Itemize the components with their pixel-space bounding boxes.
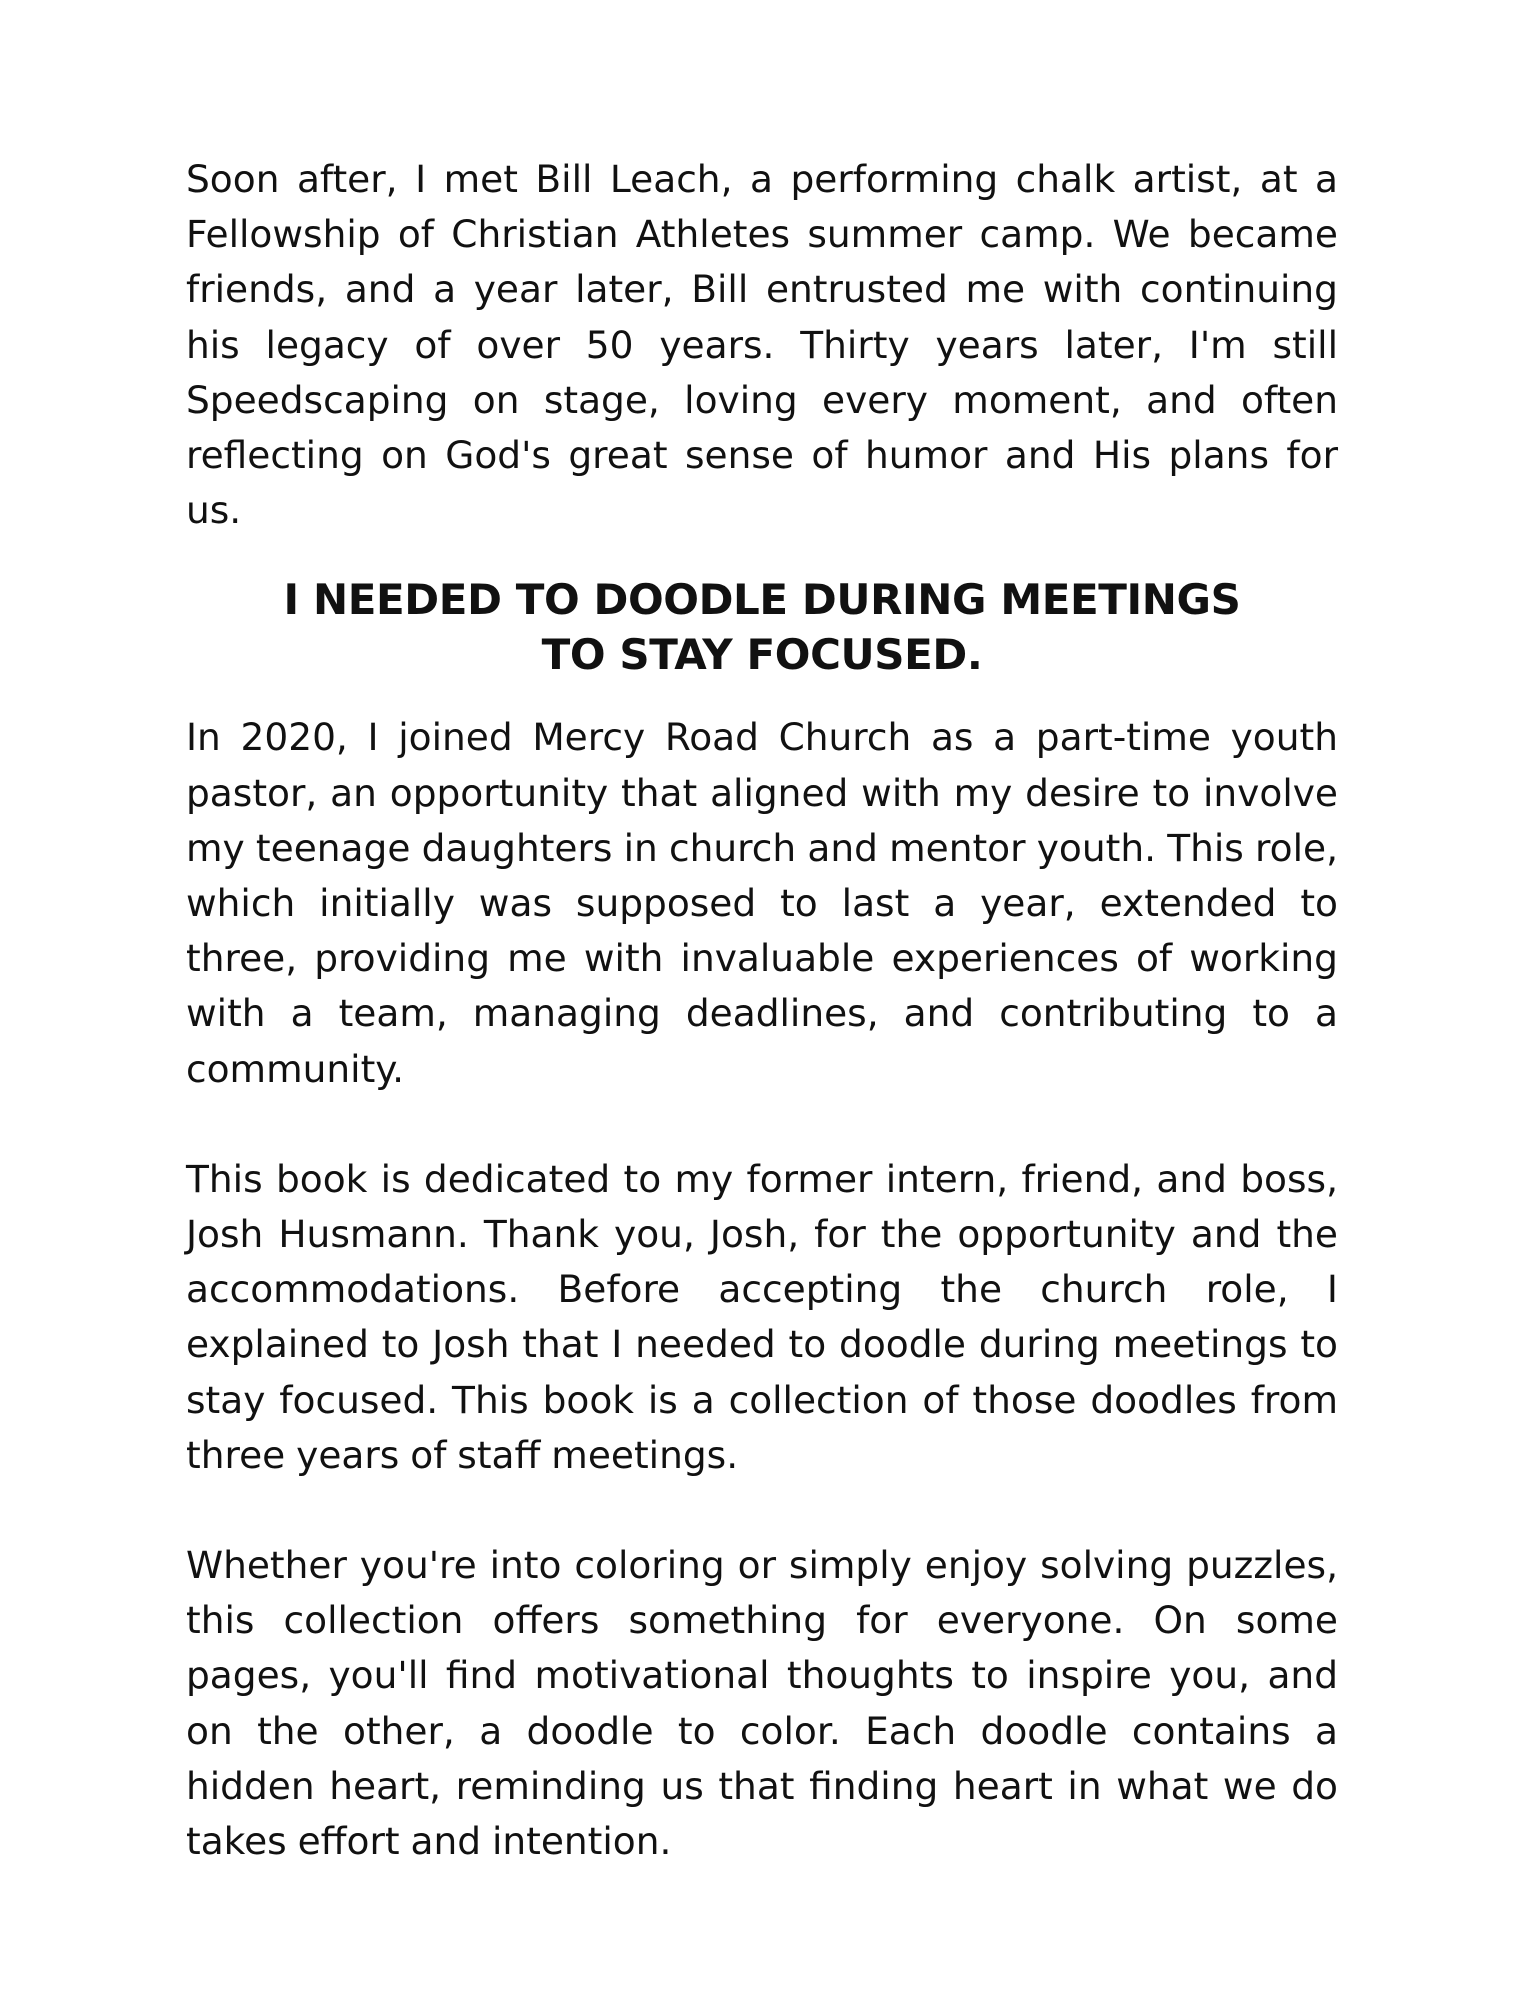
paragraph-collection: Whether you're into coloring or simply enjoy solving puzzles, this collection offers something for everyone. On some pages, you'll find motivational thoughts to inspire you, and on the other, a doodle to color. Each doodle contains a hidden heart, reminding us that finding heart in what we do takes effort and intention. [186,1543,1338,1864]
section-heading-line-1: I NEEDED TO DOODLE DURING MEETINGS [283,575,1241,625]
paragraph-youth-pastor: In 2020, I joined Mercy Road Church as a part-time youth pastor, an opportunity that aligned with my desire to involve my teenage daughters in church and mentor youth. This role, which initially was supposed to last a year, extended to three, providing me with invaluable experiences of working with a team, managing deadlines, and contributing to a community. [186,715,1338,1091]
section-heading [186,572,1338,682]
page-content [186,152,1338,1869]
section-heading-line-2: TO STAY FOCUSED. [541,630,983,680]
intro-paragraph: Soon after, I met Bill Leach, a performing chalk artist, at a Fellowship of Christian Athletes summer camp. We became friends, and a year later, Bill entrusted me with continuing his legacy of over 50 years. Thirty years later, I'm still Speedscaping on stage, loving every moment, and often reflecting on God's great sense of humor and His plans for us. [186,157,1338,533]
paragraph-dedication: This book is dedicated to my former intern, friend, and boss, Josh Husmann. Thank you, Josh, for the opportunity and the accommodations. Before accepting the church role, I explained to Josh that I needed to doodle during meetings to stay focused. This book is a collection of those doodles from three years of staff meetings. [186,1156,1338,1477]
